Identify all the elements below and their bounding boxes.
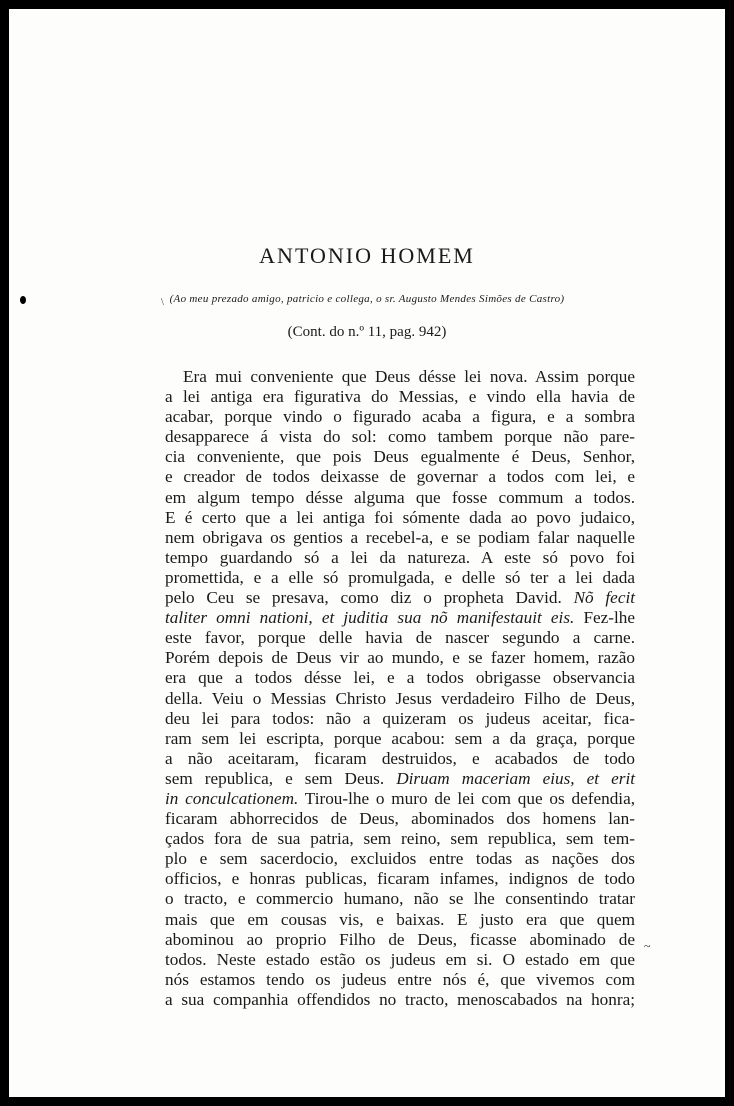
body-line: o tracto, e commercio humano, não se lhe consentindo tratar <box>165 889 635 909</box>
body-line: cia conveniente, que pois Deus egualmente é Deus, Senhor, <box>165 447 635 467</box>
body-line: çados fora de sua patria, sem reino, sem republica, sem tem- <box>165 829 635 849</box>
article-dedication: (Ao meu prezado amigo, patricio e collega, o sr. Augusto Mendes Simões de Castro) <box>169 293 565 305</box>
margin-dash-mark: ~ <box>644 939 651 953</box>
body-line: todos. Neste estado estão os judeus em si. O estado em que <box>165 949 635 969</box>
body-line: abominou ao proprio Filho de Deus, ficasse abominado de <box>165 929 635 949</box>
body-line <box>165 608 635 628</box>
latin-quote: Diruam maceriam eius, et erit <box>396 768 635 788</box>
latin-quote: taliter omni nationi, et juditia sua nõ manifestauit eis. <box>165 608 575 628</box>
body-line: nós estamos tendo os judeus entre nós é, que vivemos com <box>165 969 635 989</box>
body-line: della. Veiu o Messias Christo Jesus verdadeiro Filho de Deus, <box>165 688 635 708</box>
body-line: promettida, e a elle só promulgada, e delle só ter a lei dada <box>165 567 635 587</box>
body-line-text: pelo Ceu se presava, como diz o propheta David. <box>165 588 562 608</box>
body-line: era que a todos désse lei, e a todos obrigasse observancia <box>165 668 635 688</box>
body-line: ficaram abhorrecidos de Deus, abominados dos homens lan- <box>165 809 635 829</box>
body-line: Era mui conveniente que Deus désse lei nova. Assim porque <box>183 367 635 386</box>
body-line: tempo guardando só a lei da natureza. A este só povo foi <box>165 547 635 567</box>
body-line: mais que em cousas vis, e baixas. E justo era que quem <box>165 909 635 929</box>
body-line-text: Fez-lhe <box>583 608 636 628</box>
body-paragraph <box>165 367 635 1010</box>
body-line: e creador de todos deixasse de governar a todos com lei, e <box>165 467 635 487</box>
body-line: Porém depois de Deus vir ao mundo, e se fazer homem, razão <box>165 648 635 668</box>
body-line <box>165 588 635 608</box>
body-line: deu lei para todos: não a quizeram os judeus aceitar, fica- <box>165 708 635 728</box>
latin-quote: in conculcationem. <box>165 788 299 808</box>
body-line: a sua companhia offendidos no tracto, menoscabados na honra; <box>165 989 635 1009</box>
body-line: ram sem lei escripta, porque acabou: sem a da graça, porque <box>165 728 635 748</box>
body-line: officios, e honras publicas, ficaram infames, indignos de todo <box>165 869 635 889</box>
body-line: em algum tempo désse alguma que fosse commum a todos. <box>165 487 635 507</box>
body-line: a não aceitaram, ficaram destruidos, e acabados de todo <box>165 748 635 768</box>
body-line: a lei antiga era figurativa do Messias, e vindo ella havia de <box>165 387 635 407</box>
margin-tick-mark: \ <box>161 297 164 308</box>
latin-quote: Nõ fecit <box>573 588 635 608</box>
body-line-text: Tirou-lhe o muro de lei com que os defendia, <box>304 788 635 808</box>
body-line: este favor, porque delle havia de nascer segundo a carne. <box>165 628 635 648</box>
body-line <box>165 769 635 789</box>
body-line <box>165 789 635 809</box>
body-line-text: sem republica, e sem Deus. <box>165 768 385 788</box>
body-line: acabar, porque vindo o figurado acaba a figura, e a sombra <box>165 407 635 427</box>
body-line: plo e sem sacerdocio, excluidos entre todas as nações dos <box>165 849 635 869</box>
body-line: nem obrigava os gentios a recebel-a, e se podiam falar naquelle <box>165 527 635 547</box>
body-line: desapparece á vista do sol: como tambem porque não pare- <box>165 427 635 447</box>
continuation-note: (Cont. do n.º 11, pag. 942) <box>287 324 447 340</box>
body-line: E é certo que a lei antiga foi sómente dada ao povo judaico, <box>165 507 635 527</box>
article-title: ANTONIO HOMEM <box>259 243 475 268</box>
